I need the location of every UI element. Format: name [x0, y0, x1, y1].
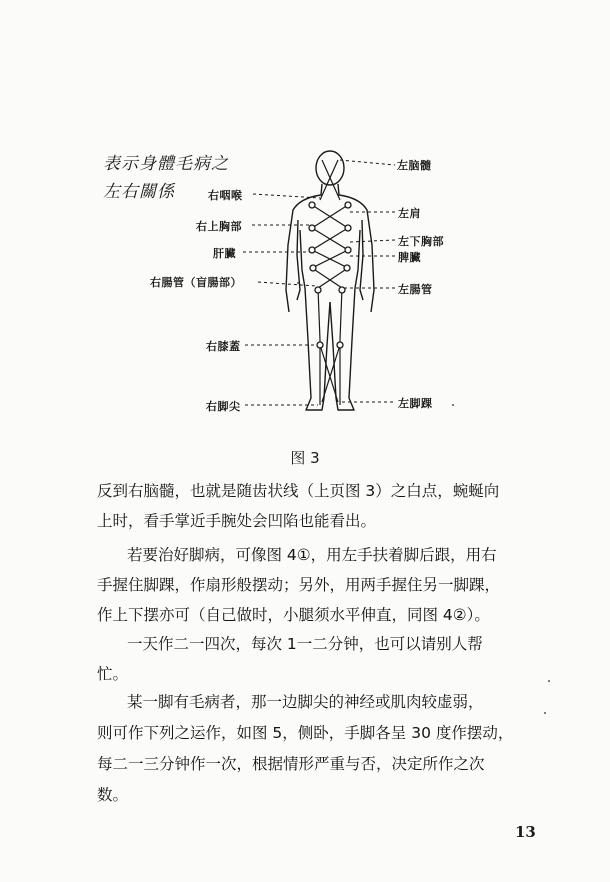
label-right-knee: 右膝蓋 — [206, 340, 241, 353]
leader-lines — [243, 160, 395, 405]
figure-title-line-1: 表示身體毛病之 — [103, 154, 229, 174]
label-right-toe: 右脚尖 — [206, 400, 241, 413]
label-right-throat: 右咽喉 — [208, 189, 243, 202]
label-right-spleen: 肝臟 — [213, 247, 236, 260]
paragraph-2-line-1: 若要治好脚病，可像图 4①，用左手扶着脚后跟，用右 — [127, 546, 497, 564]
paragraph-2-line-3: 作上下摆亦可（自己做时，小腿须水平伸直，同图 4②）。 — [97, 606, 490, 624]
label-right-bowel: 右腸管（盲腸部） — [150, 276, 242, 289]
label-left-lower-chest: 左下胸部 — [398, 235, 444, 248]
paragraph-4-line-3: 每二一三分钟作一次，根据情形严重与否，决定所作之次 — [97, 755, 485, 773]
page-number: 13 — [515, 823, 536, 841]
paragraph-3-line-1: 一天作二一四次，每次 1一二分钟，也可以请别人帮 — [127, 635, 483, 653]
paragraph-1-line-2: 上时，看手掌近手腕处会凹陷也能看出。 — [97, 512, 377, 530]
paragraph-1-line-1: 反到右脑髓，也就是随齿状线（上页图 3）之白点，蜿蜒向 — [97, 482, 500, 500]
nerve-points — [309, 202, 351, 348]
label-left-brain: 左脑髓 — [397, 159, 432, 172]
paragraph-4-line-2: 则可作下列之运作，如图 5，侧卧，手脚各呈 30 度作摆动， — [97, 724, 514, 742]
paragraph-2-line-2: 手握住脚踝，作扇形般摆动；另外，用两手握住另一脚踝， — [97, 576, 501, 594]
scan-speck — [297, 282, 299, 284]
paragraph-4-line-4: 数。 — [97, 786, 129, 804]
label-right-upper-chest: 右上胸部 — [196, 220, 242, 233]
body-diagram — [0, 0, 610, 440]
paragraph-4-line-1: 某一脚有毛病者，那一边脚尖的神经或肌肉较虚弱， — [127, 693, 484, 711]
paragraph-3-line-2: 忙。 — [97, 665, 129, 683]
figure-title-line-2: 左右關係 — [103, 182, 175, 202]
label-left-bowel: 左腸管 — [398, 283, 433, 296]
scan-speck — [452, 404, 454, 406]
nerve-crossing-lines — [312, 160, 348, 405]
figure-caption: 图 3 — [290, 449, 320, 467]
label-left-spleen: 脾臟 — [398, 251, 421, 264]
label-left-shoulder: 左肩 — [398, 207, 421, 220]
scan-speck — [544, 712, 546, 714]
scan-speck — [548, 680, 550, 682]
label-left-foot: 左脚踝 — [398, 397, 433, 410]
